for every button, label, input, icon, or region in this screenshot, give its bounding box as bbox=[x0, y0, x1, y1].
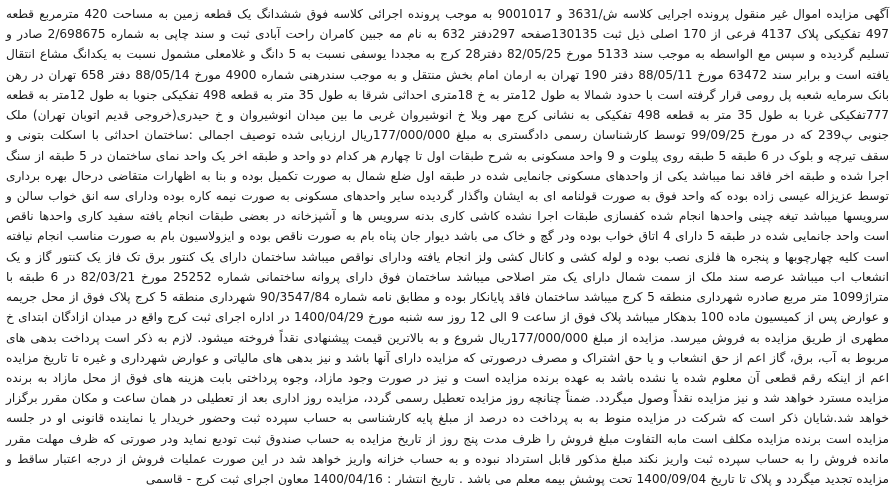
auction-notice-text: آگهی مزایده اموال غیر منقول پرونده اجرایی کلاسه ش/3631 و 9001017 به موجب پرونده اجرائی کلاسه فوق ششدانگ یک قطعه زمین به مساحت 420 مترمربع قطعه 497 تفکیکی پلاک 4137 فرعی از 170 اصلی ذیل ثبت 130135صفحه 297دفتر 632 به نام مه جبین کامران راحت آبادی ثبت و سند چاپی به شماره 2/698675 صادر و تسلیم گردیده و سپس مع الواسطه به موجب سند 5133 مورخ 82/05/25 دفتر28 کرج به مجددا یوسفی نسبت به 5 دانگ و غلامعلی مشمول نسبت به یکدانگ مشاع انتقال یافته است و برابر سند 63472 مورخ 88/05/11 دفتر 190 تهران به ارمان امام بخش منتقل و به موجب سندرهنی شماره 4900 مورخ 88/05/14 دفتر 658 تهران در رهن بانک سرمایه شعبه پل رومی قرار گرفته است با حدود شمالا به طول 12متر به خ 18متری احداثی شرقا به طول 35 متر به قطعه 498 تفکیکی جنوبا به طول 12متر به قطعه 777تفکیکی غربا به طول 35 متر به قطعه 498 تفکیکی به نشانی کرج مهر ویلا خ انوشیروان غربی ما بین میدان انوشیروان و خ حیدری(خروجی قدیم اتوبان تهران) ملک جنوبی پ239 که در مورخ 99/09/25 توسط کارشناسان رسمی دادگستری به مبلغ 177/000/000ریال ارزیابی شده توصیف اجمالی :ساختمان احداثی با اسکلت بتونی و سقف تیرچه و بلوک در 6 طبقه 5 طبقه روی پیلوت و 9 واحد مسکونی به شرح طبقات اول تا چهارم هر کدام دو واحد و طبقه اخر یک واحد نمای ساختمان در 5 طبقه از سنگ اجرا شده و طبقه اخر فاقد نما میباشد یکی از واحدهای مسکونی جانمایی شده در طبقه اول ضلع شمال به صورت تکمیل بوده و بنا به اظهارات متقاضی درحال بهره برداری توسط عزیزاله عیسی زاده بوده که واحد فوق به صورت قولنامه ای به ایشان واگذار گردیده سایر واحدهای مسکونی به صورت نیمه کاره بوده ودارای سه انق خواب سالن و سرویسها میباشد تیغه چینی واحدها انجام شده کفسازی طبقات اجرا نشده کاشی کاری بدنه سرویس ها و آشپزخانه در بعضی طبقات انجام یافته سفید کاری واحدها ناقص است واحد جانمایی شده در طبقه 5 دارای 4 اتاق خواب بوده ودر گچ و خاک می باشد دیوار جان پناه بام به صورت ناقص بوده و ایزولاسیون بام به صورت مناسب انجام نیافته است کلیه چهارچوبها و پنجره ها فلزی نصب بوده و لوله کشی و کانال کشی ولز انجام یافته ودارای نواقص میباشد ساختمان دارای یک کنتور برق تک فاز یک کنتور گاز و یک انشعاب اب میباشد عرصه سند ملک از سمت شمال دارای یک متر اصلاحی میباشد ساختمان فوق دارای پروانه ساختمانی شماره 25252 مورخ 82/03/21 در 6 طبقه با متراژ1099 متر مربع صادره شهرداری منطقه 5 کرج میباشد ساختمان فاقد پایانکار بوده و مطابق نامه شماره 90/3547/84 شهرداری منطقه 5 کرج پلاک فوق از محل جریمه و عوارض پس از کمیسیون ماده 100 بدهکار میباشد پلاک فوق از ساعت 9 الی 12 روز سه شنبه مورخ 1400/04/29 در اداره اجرای ثبت کرج واقع در میدان ازادگان ابتدای خ مطهری از طریق مزایده به فروش میرسد. مزایده از مبلغ 177/000/000ریال شروع و به بالاترین قیمت پیشنهادی نقداً فروخته میشود. لازم به ذکر است پرداخت بدهی های مربوط به آب، برق، گاز اعم از حق انشعاب و یا حق اشتراک و مصرف درصورتی که مزایده دارای آنها باشد و نیز بدهی های مالیاتی و عوارض شهرداری و غیره تا تاریخ مزایده اعم از اینکه رقم قطعی آن معلوم شده یا نشده باشد به عهده برنده مزایده است و نیز در صورت وجود مازاد، وجوه پرداختی بابت هزینه های فوق از محل مازاد به برنده مزایده مسترد خواهد شد و نیز مزایده نقداً وصول میگردد. ضمناً چنانچه روز مزایده تعطیل رسمی گردد، مزایده روز اداری بعد از تعطیلی در همان ساعت و مکان مقرر برگزار خواهد شد.شایان ذکر است که شرکت در مزایده منوط به به پرداخت ده درصد از مبلغ پایه کارشناسی به حساب سپرده ثبت وحضور خریدار یا نماینده قانونی او در جلسه مزایده است برنده مزایده مکلف است مابه التفاوت مبلغ فروش را ظرف مدت پنج روز از تاریخ مزایده به حساب صندوق ثبت تودیع نماید ودر صورتی که ظرف مهلت مقرر مانده فروش را به حساب سپرده ثبت واریز نکند مبلغ مذکور قابل استرداد نبوده و به حساب خزانه واریز خواهد شد در این صورت عملیات فروش از درجه اعتبار ساقط و مزایده تجدید میگردد و پلاک تا تاریخ 1400/09/04 تحت پوشش بیمه معلم می باشد . تاریخ انتشار : 1400/04/16 معاون اجرای ثبت کرج - قاسمی bbox=[6, 7, 890, 487]
